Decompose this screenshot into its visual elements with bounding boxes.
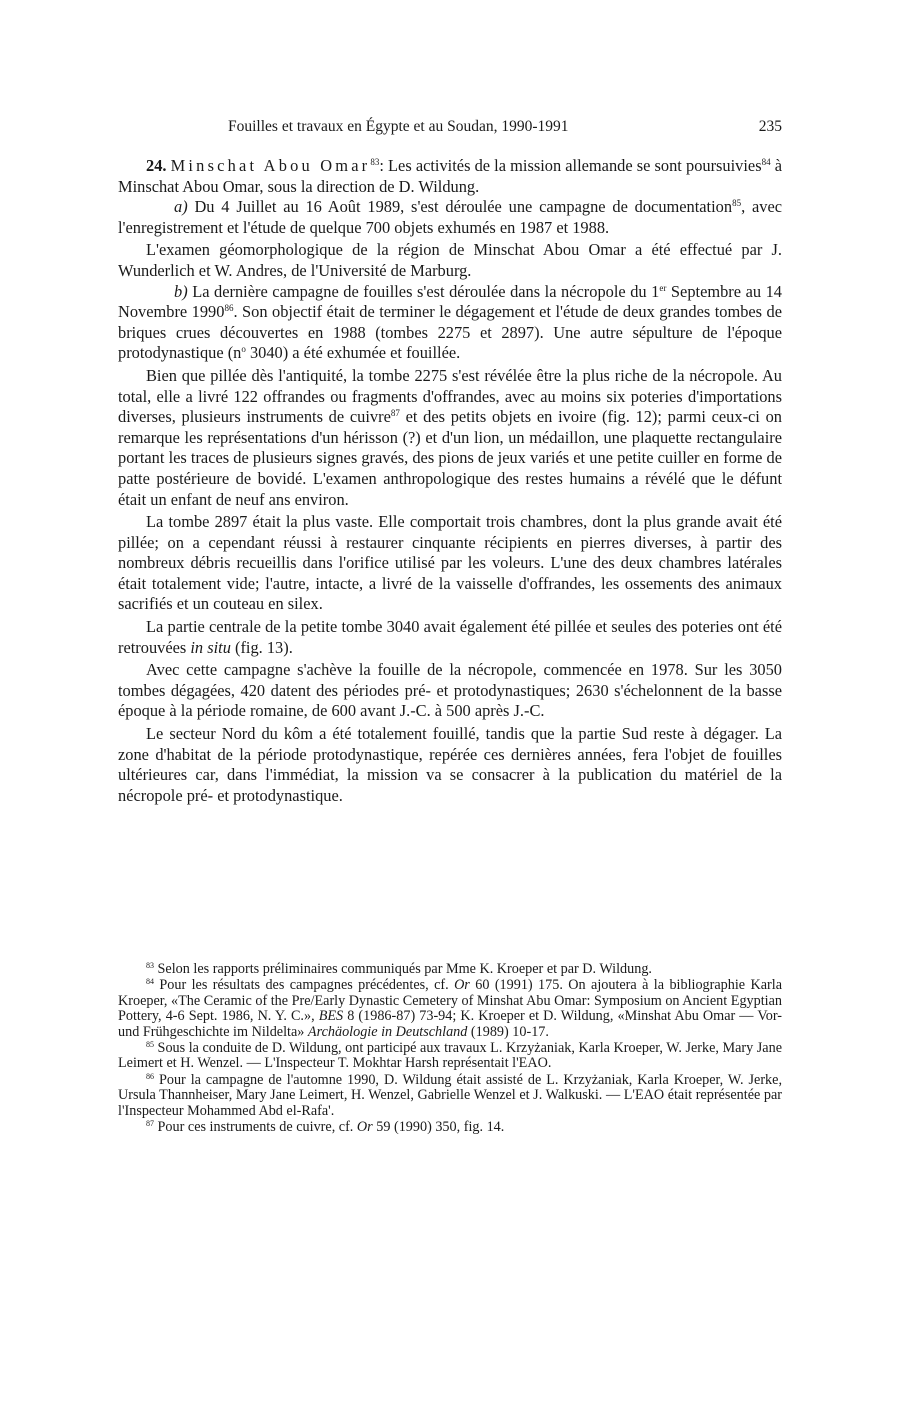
footnote-ref[interactable]: 83 [370, 157, 380, 167]
section-intro: 24. Minschat Abou Omar$^{83}$: Les activités de la mission allemande se sont poursuivies$^{84}$ à Minschat Abou Omar, sous la direction de D. Wildung. [118, 156, 782, 196]
paragraph-tomb-3040: La partie centrale de la petite tombe 3040 avait également été pillée et seules des poteries ont été retrouvées in situ (fig. 13). [118, 617, 782, 657]
footnote-87: $^{87}$ Pour ces instruments de cuivre, cf. Or 59 (1990) 350, fig. 14. [146, 1119, 505, 1136]
paragraph-a: a) Du 4 Juillet au 16 Août 1989, s'est déroulée une campagne de documentation$^{85}$, avec l'enregistrement et l'étude de quelque 700 objets exhumés en 1987 et 1988. [118, 197, 782, 237]
running-head [118, 118, 782, 142]
page-number: 235 [758, 118, 782, 135]
footnote-83: $^{83}$ Selon les rapports préliminaires communiqués par Mme K. Kroeper et par D. Wildung. [146, 961, 652, 977]
section-number: 24. [146, 156, 167, 175]
footnote-ref[interactable]: 86 [224, 303, 234, 314]
paragraph-conclusion: Avec cette campagne s'achève la fouille de la nécropole, commencée en 1978. Sur les 3050 tombes dégagées, 420 datent des périodes pré- et protodynastiques; 2630 s'échelonnent de la basse époque à la période romaine, de 600 avant J.-C. à 500 après J.-C. [118, 660, 782, 721]
article-body [118, 156, 782, 806]
page [118, 118, 782, 806]
site-name: Minschat Abou Omar [170, 156, 371, 175]
footnote-ref[interactable]: 87 [390, 408, 400, 419]
paragraph-tomb-2275: Bien que pillée dès l'antiquité, la tombe 2275 s'est révélée être la plus riche de la nécropole. Au total, elle a livré 122 offrandes ou fragments d'offrandes, avec au moins six poteries d'importations diverses, plusieurs instruments de cuivre$^{87}$ et des petits objets en ivoire (fig. 12); parmi ceux-ci on remarque les représentations d'un hérisson (?) et d'un lion, un médaillon, une plaquette rectangulaire portant les traces de plusieurs signes gravés, des pions de jeux variés et une petite cuiller en forme de patte postérieure de bovidé. L'examen anthropologique des restes humains a révélé que le défunt était un enfant de neuf ans environ. [118, 365, 782, 509]
running-head-title: Fouilles et travaux en Égypte et au Soudan, 1990-1991 [228, 118, 569, 135]
footnote-86: $^{86}$ Pour la campagne de l'automne 1990, D. Wildung était assisté de L. Krzyżaniak, Karla Kroeper, W. Jerke, Ursula Thannheiser, Mary Jane Leimert, H. Wenzel, Gabrielle Wenzel et J. Walkuski. — L'EAO était représentée par l'Inspecteur Mohammed Abd el-Rafa'. [118, 1071, 782, 1119]
footnote-ref[interactable]: 84 [761, 157, 771, 167]
footnote-85: $^{85}$ Sous la conduite de D. Wildung, ont participé aux travaux L. Krzyżaniak, Karla Kroeper, W. Jerke, Mary Jane Leimert et H. Wenzel. — L'Inspecteur T. Mokhtar Harsh représentait l'EAO. [118, 1040, 782, 1072]
paragraph-sector-north: Le secteur Nord du kôm a été totalement fouillé, tandis que la partie Sud reste à dégager. La zone d'habitat de la période protodynastique, repérée ces dernières années, fera l'objet de fouilles ultérieures car, dans l'immédiat, la mission va se consacrer à la publication du matériel de la nécropole pré- et protodynastique. [118, 724, 782, 805]
footnote-ref[interactable]: 85 [732, 198, 742, 209]
footnote-84: $^{84}$ Pour les résultats des campagnes précédentes, cf. Or 60 (1991) 175. On ajoutera à la bibliographie Karla Kroeper, «The Ceramic of the Pre/Early Dynastic Cemetery of Minshat Abu Omar: Symposium on Ancient Egyptian Pottery, 4-6 Sept. 1986, N. Y. C.», BES 8 (1986-87) 73-94; K. Kroeper et D. Wildung, «Minshat Abu Omar — Vor- und Frühgeschichte im Nildelta» Archäologie in Deutschland (1989) 10-17. [118, 977, 783, 1040]
paragraph-b: b) La dernière campagne de fouilles s'est déroulée dans la nécropole du 1er Septembre au 14 Novembre 1990$^{86}$. Son objectif était de terminer le dégagement et l'étude de deux grandes tombes de briques crues découvertes en 1988 (tombes 2275 et 2897). Une autre sépulture de l'époque protodynastique ($n^o$ 3040) a été exhumée et fouillée. [118, 281, 783, 363]
paragraph-geomorphology: L'examen géomorphologique de la région de Minschat Abou Omar a été effectué par J. Wunderlich et W. Andres, de l'Université de Marburg. [118, 240, 782, 280]
paragraph-tomb-2897: La tombe 2897 était la plus vaste. Elle comportait trois chambres, dont la plus grande avait été pillée; on a cependant réussi à restaurer cinquante récipients en pierres diverses, à partir des nombreux débris recueillis dans l'orifice utilisé par les voleurs. L'une des deux chambres latérales était totalement vide; l'autre, intacte, a livré de la vaisselle d'offrandes, les ossements des animaux sacrifiés et un couteau en silex. [118, 512, 782, 614]
footnotes [118, 962, 782, 1136]
